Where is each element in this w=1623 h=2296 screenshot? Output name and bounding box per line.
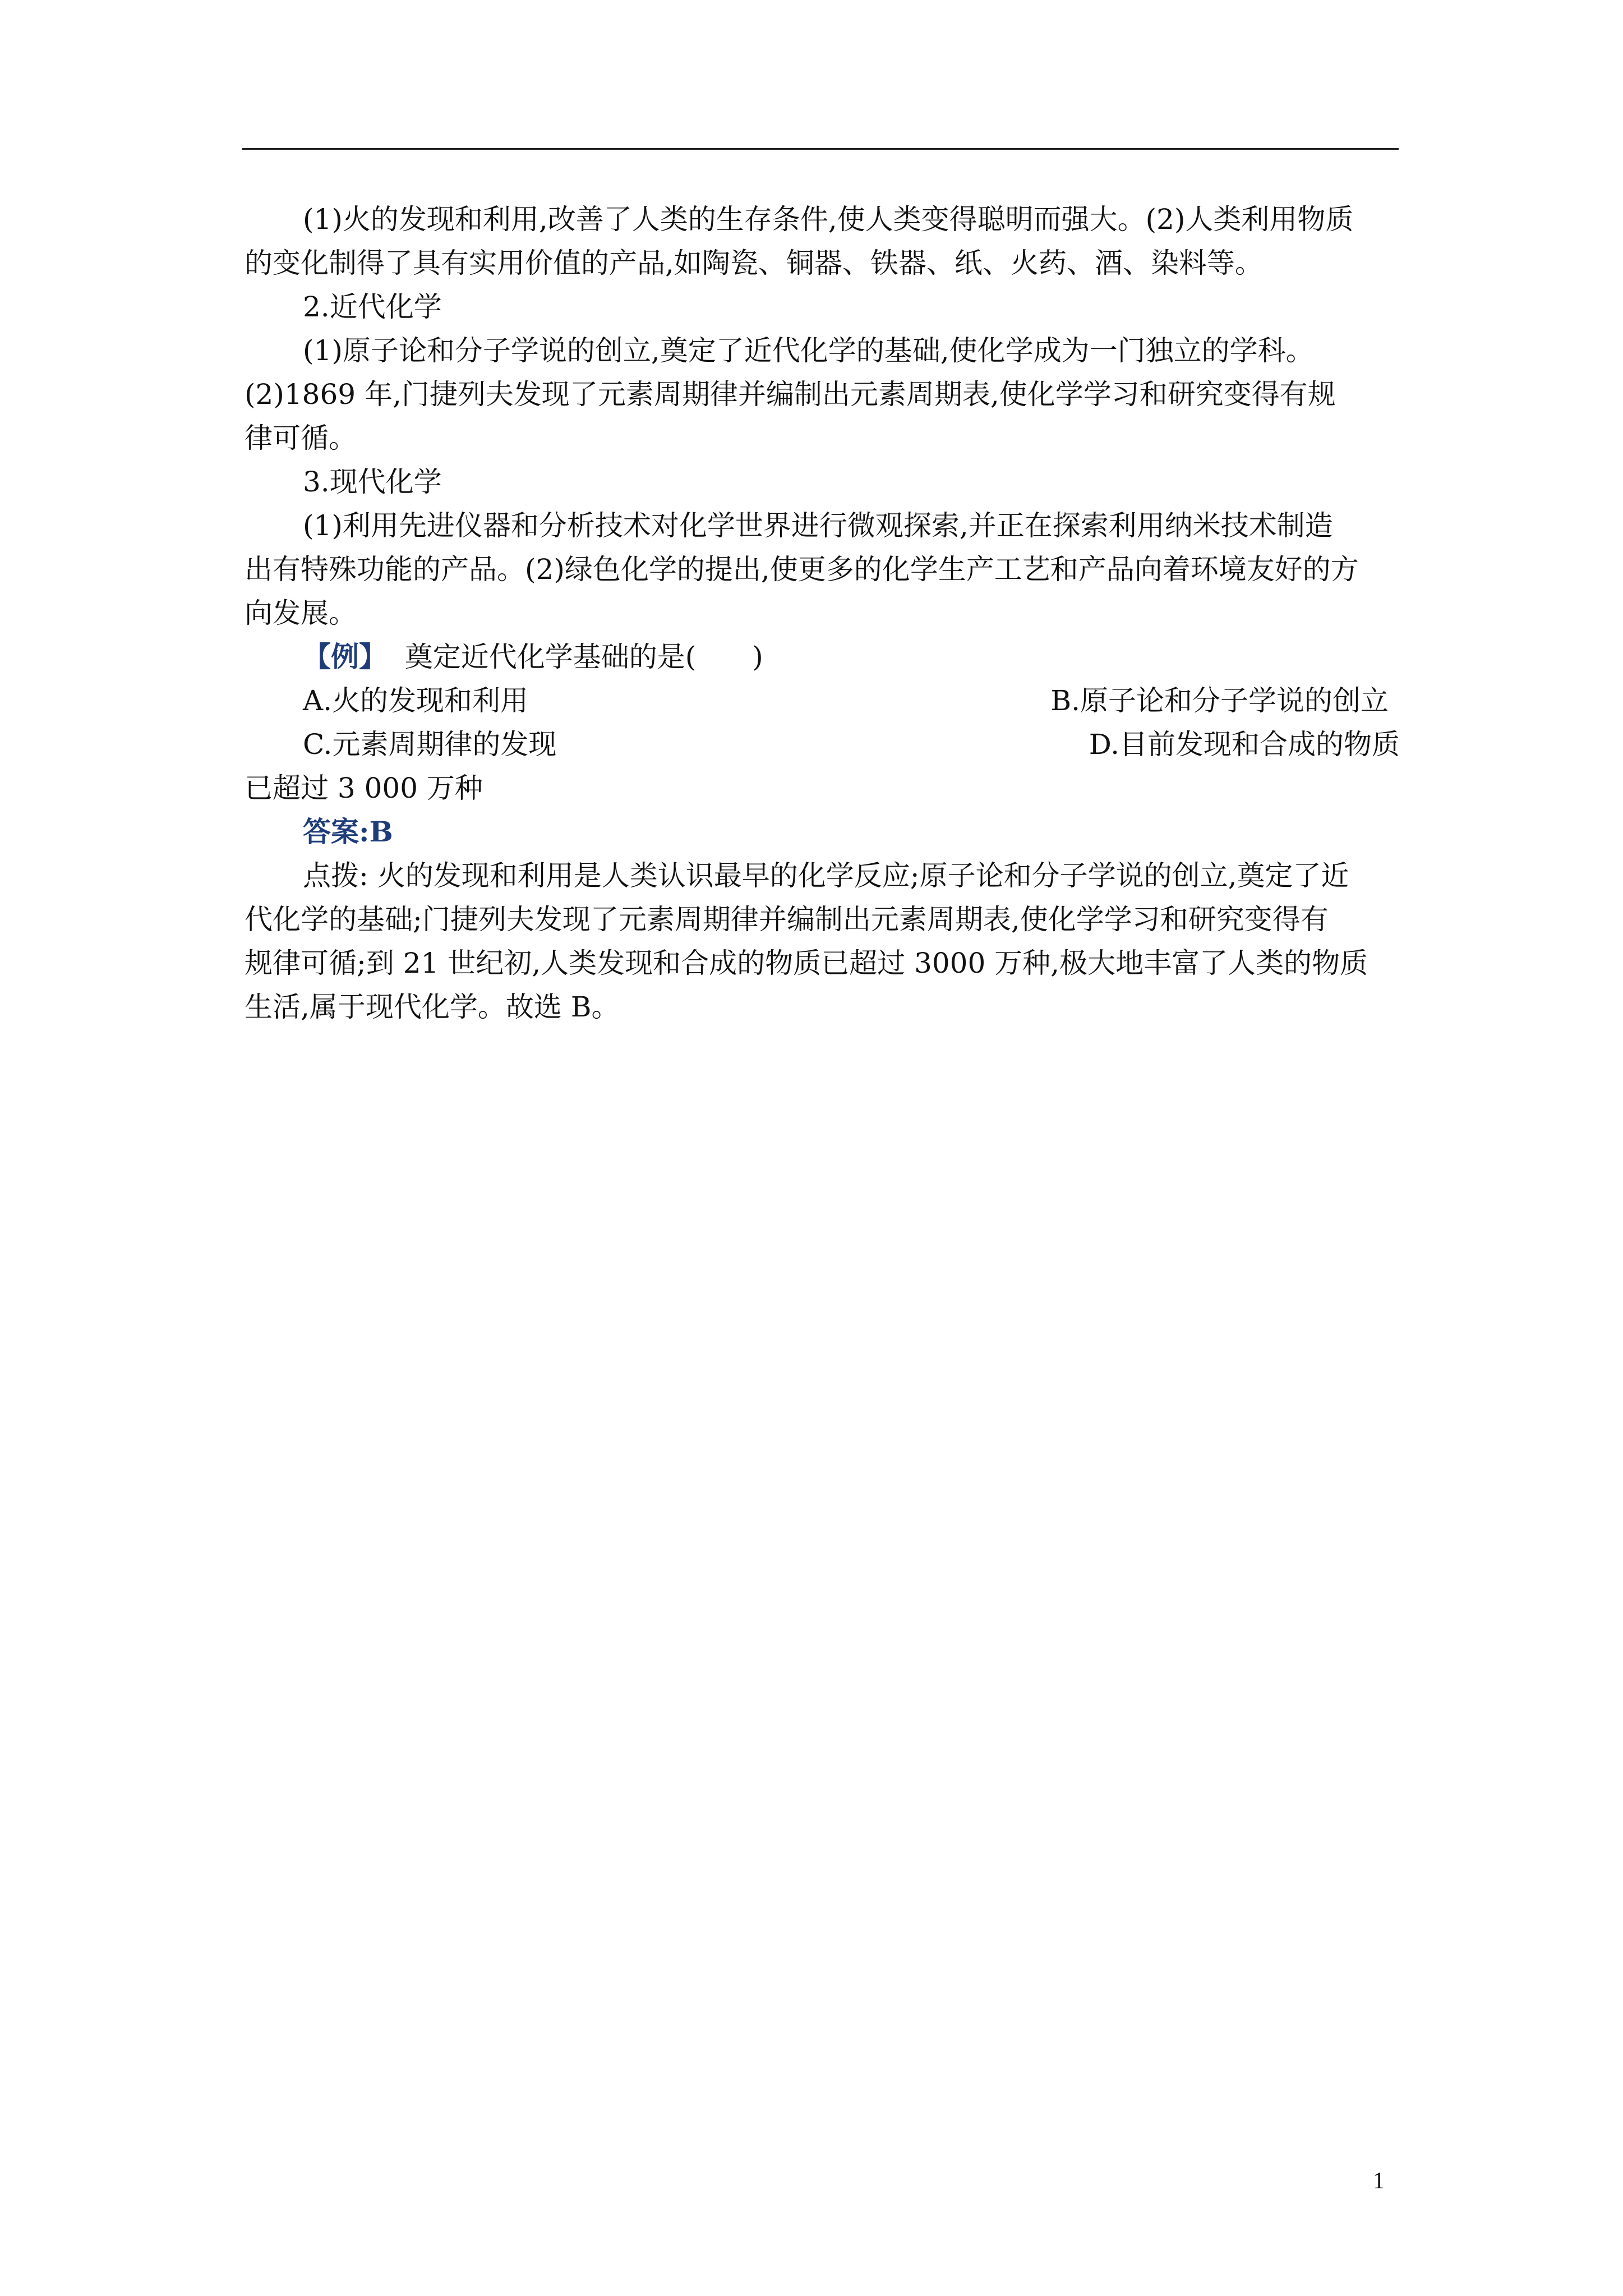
paragraph-line: 向发展。 bbox=[245, 597, 357, 629]
header-rule bbox=[242, 148, 1399, 150]
explanation-line: 代化学的基础;门捷列夫发现了元素周期律并编制出元素周期表,使化学学习和研究变得有 bbox=[245, 903, 1329, 936]
options-row bbox=[245, 679, 1400, 723]
answer-line bbox=[245, 810, 1400, 854]
section-heading: 3.现代化学 bbox=[303, 466, 442, 498]
answer-value: B bbox=[369, 815, 393, 848]
paragraph-line: (1)原子论和分子学说的创立,奠定了近代化学的基础,使化学成为一门独立的学科。 bbox=[303, 334, 1314, 367]
paragraph-line: (2)1869 年,门捷列夫发现了元素周期律并编制出元素周期表,使化学学习和研究变得有规 bbox=[245, 378, 1336, 411]
paragraph-line: 的变化制得了具有实用价值的产品,如陶瓷、铜器、铁器、纸、火药、酒、染料等。 bbox=[245, 247, 1263, 279]
option-a: A.火的发现和利用 bbox=[303, 684, 529, 717]
answer-label: 答案: bbox=[303, 815, 370, 848]
page-number: 1 bbox=[1373, 2168, 1385, 2194]
example-question-text: 奠定近代化学基础的是( ) bbox=[404, 641, 763, 673]
paragraph-line: 律可循。 bbox=[245, 422, 357, 454]
option-d-continuation: 已超过 3 000 万种 bbox=[245, 772, 483, 804]
explanation-line: 点拨: 火的发现和利用是人类认识最早的化学反应;原子论和分子学说的创立,奠定了近 bbox=[303, 859, 1349, 892]
explanation-line: 规律可循;到 21 世纪初,人类发现和合成的物质已超过 3000 万种,极大地丰富了人类的物质 bbox=[245, 947, 1368, 979]
example-question bbox=[245, 635, 1400, 679]
paragraph-line: (1)利用先进仪器和分析技术对化学世界进行微观探索,并正在探索利用纳米技术制造 bbox=[303, 509, 1333, 542]
options-row bbox=[245, 723, 1400, 766]
document-body bbox=[245, 197, 1400, 1029]
explanation-line: 生活,属于现代化学。故选 B。 bbox=[245, 991, 620, 1023]
paragraph-line: 出有特殊功能的产品。(2)绿色化学的提出,使更多的化学生产工艺和产品向着环境友好的方 bbox=[245, 553, 1359, 586]
example-tag: 【例】 bbox=[303, 640, 387, 673]
option-d: D.目前发现和合成的物质 bbox=[1089, 728, 1400, 761]
paragraph-line: (1)火的发现和利用,改善了人类的生存条件,使人类变得聪明而强大。(2)人类利用物质 bbox=[303, 203, 1354, 236]
section-heading: 2.近代化学 bbox=[303, 291, 442, 323]
option-b: B.原子论和分子学说的创立 bbox=[1050, 684, 1389, 717]
option-c: C.元素周期律的发现 bbox=[303, 728, 557, 761]
